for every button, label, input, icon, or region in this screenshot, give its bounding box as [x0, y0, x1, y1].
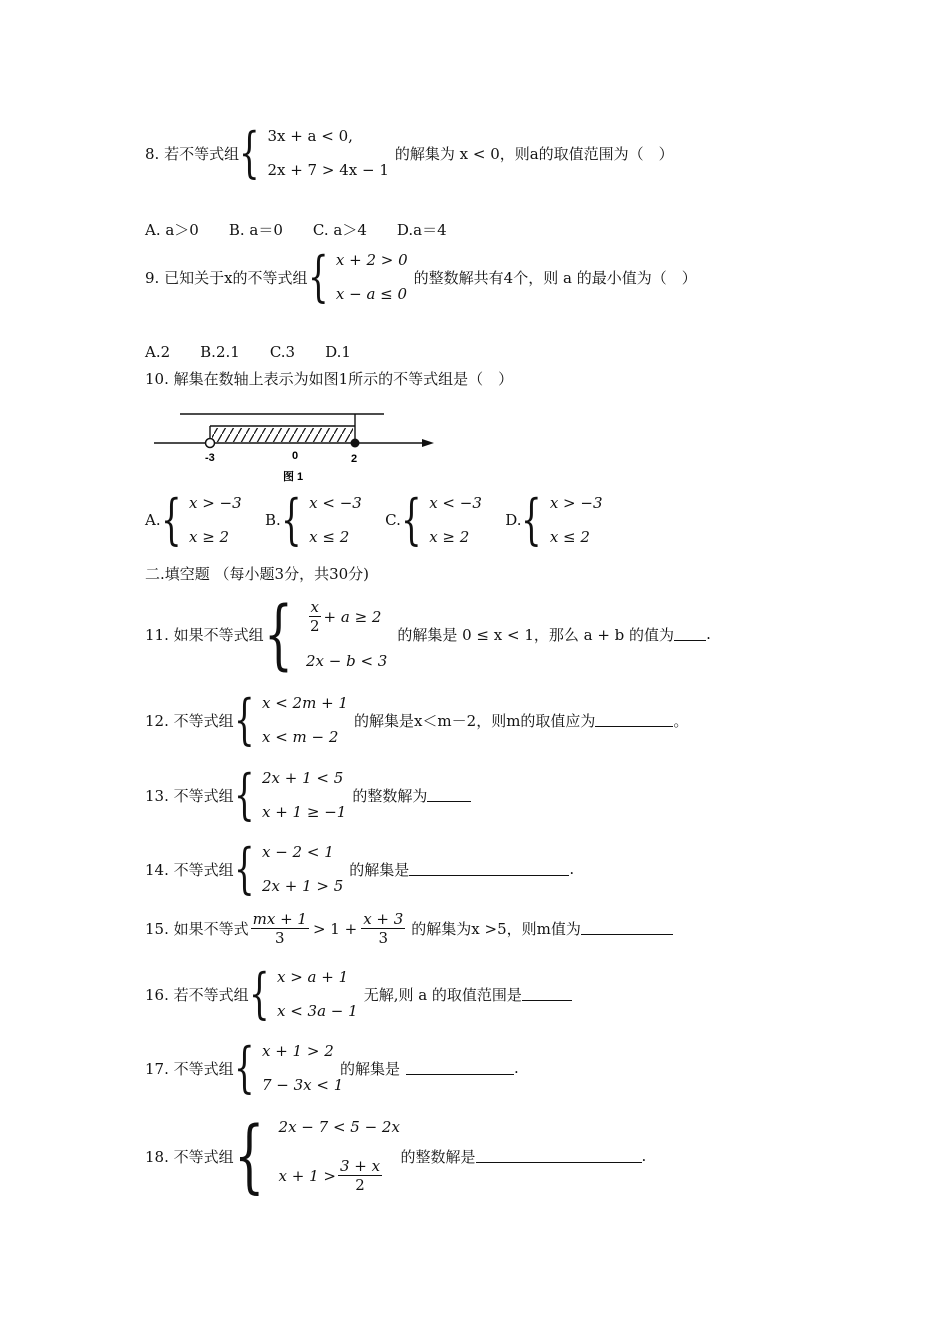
answer-blank[interactable] [476, 1150, 642, 1163]
q17-tail: 的解集是 [339, 1059, 400, 1078]
option-c-letter: C. [385, 511, 401, 529]
q18-tail: 的整数解是 [400, 1147, 476, 1166]
inequality-system: x − 2 < 1 2x + 1 > 5 [261, 843, 344, 895]
answer-blank[interactable] [522, 988, 572, 1001]
question-12: 12. 不等式组 { x < 2m + 1 x < m − 2 的解集是x＜m－2，则m的取值应为 。 [145, 688, 689, 751]
inequality-system: $\frac{x}{2}$ + a ≥ 2 2x − b < 3 [305, 598, 388, 670]
hatched-region [212, 428, 353, 442]
option-d-system: x > −3 x ≤ 2 [549, 494, 603, 546]
question-10: 10. 解集在数轴上表示为如图1所示的不等式组是（ ） [145, 370, 514, 388]
closed-point [351, 439, 360, 448]
answer-blank[interactable] [409, 863, 569, 876]
option-b-letter: B. [264, 511, 281, 529]
q15-tail: 的解集为x >5，则m值为 [411, 920, 581, 938]
q17-label: 17. 不等式组 [145, 1059, 234, 1078]
brace: { [280, 488, 302, 551]
q14-tail: 的解集是 [349, 860, 410, 879]
question-9 [145, 245, 697, 308]
option-d-letter: D. [505, 511, 522, 529]
answer-blank[interactable] [406, 1062, 514, 1075]
brace: { [521, 488, 543, 551]
answer-blank[interactable] [581, 922, 673, 935]
option-b-system: x < −3 x ≤ 2 [309, 494, 362, 546]
open-point [206, 439, 215, 448]
question-15: 15. 如果不等式 $\frac{mx + 1}{3}$ > 1 + $\frac{x + 3}{3}$ 的解集为x >5，则m值为 [145, 910, 673, 947]
brace: { [239, 121, 260, 184]
question-14: 14. 不等式组 { x − 2 < 1 2x + 1 > 5 的解集是 . [145, 837, 575, 900]
q12-tail: 的解集是x＜m－2，则m的取值应为 [353, 711, 596, 730]
answer-blank[interactable] [595, 714, 673, 727]
brace: { [160, 488, 182, 551]
axis-arrow-icon [422, 439, 434, 447]
q13-tail: 的整数解为 [352, 786, 428, 805]
question-11: 11. 如果不等式组 { $\frac{x}{2}$ + a ≥ 2 2x − b < 3 的解集是 0 ≤ x < 1，那么 a + b 的值为 . [145, 589, 711, 678]
brace: { [233, 688, 255, 751]
inequality-system: x + 2 > 0 x − a ≤ 0 [335, 251, 408, 303]
option-a-system: x > −3 x ≥ 2 [188, 494, 242, 546]
answer-blank[interactable] [427, 789, 471, 802]
q9-label: 9. 已知关于x的不等式组 [145, 268, 308, 287]
q8-options: A. a＞0 B. a＝0 C. a＞4 D.a＝4 [145, 221, 447, 239]
brace: { [233, 763, 255, 826]
brace: { [233, 1109, 265, 1202]
brace: { [263, 589, 293, 678]
question-18: 18. 不等式组 { 2x − 7 < 5 − 2x x + 1 > $\frac{3 + x}{2}$ 的整数解是 . [145, 1109, 647, 1202]
brace: { [248, 962, 270, 1025]
q15-label: 15. 如果不等式 [145, 920, 249, 938]
inequality-system: x + 1 > 2 7 − 3x < 1 [261, 1042, 344, 1094]
inequality-system: 2x + 1 < 5 x + 1 ≥ −1 [261, 769, 347, 821]
number-line-figure [150, 406, 440, 486]
answer-blank[interactable] [674, 628, 706, 641]
brace: { [307, 245, 329, 308]
axis-label-left: -3 [205, 452, 215, 464]
question-13 [145, 763, 471, 826]
q14-label: 14. 不等式组 [145, 860, 234, 879]
option-a-letter: A. [145, 511, 161, 529]
q16-label: 16. 若不等式组 [145, 985, 249, 1004]
brace: { [400, 488, 422, 551]
inequality-system: x < 2m + 1 x < m − 2 [261, 694, 348, 746]
figure-caption: 图 1 [283, 471, 304, 483]
brace: { [233, 1036, 255, 1099]
q12-label: 12. 不等式组 [145, 711, 234, 730]
section-heading: 二.填空题 （每小题3分，共30分) [145, 565, 370, 583]
brace: { [233, 837, 255, 900]
question-17: 17. 不等式组 { x + 1 > 2 7 − 3x < 1 的解集是 . [145, 1036, 519, 1099]
fraction-left: $\frac{mx + 1}{3}$ [252, 910, 307, 947]
inequality-system: 3x + a < 0, 2x + 7 > 4x − 1 [267, 127, 389, 179]
q9-tail: 的整数解共有4个，则 a 的最小值为（ ） [413, 268, 697, 287]
q10-options [145, 488, 612, 551]
question-8 [145, 121, 674, 184]
q16-tail: 无解,则 a 的取值范围是 [363, 985, 522, 1004]
q11-tail: 的解集是 0 ≤ x < 1，那么 a + b 的值为 [397, 625, 675, 644]
q11-label: 11. 如果不等式组 [145, 625, 264, 644]
inequality-system: 2x − 7 < 5 − 2x x + 1 > $\frac{3 + x}{2}$ [278, 1118, 400, 1194]
axis-label-right: 2 [351, 453, 358, 465]
question-16 [145, 962, 572, 1025]
q9-options: A.2 B.2.1 C.3 D.1 [145, 343, 351, 361]
axis-label-zero: 0 [292, 450, 299, 462]
inequality-system: x > a + 1 x < 3a − 1 [276, 968, 358, 1020]
fraction-right: $\frac{x + 3}{3}$ [363, 910, 404, 947]
q8-label: 8. 若不等式组 [145, 144, 240, 163]
q18-label: 18. 不等式组 [145, 1147, 234, 1166]
q13-label: 13. 不等式组 [145, 786, 234, 805]
option-c-system: x < −3 x ≥ 2 [429, 494, 482, 546]
q8-tail: 的解集为 x < 0，则a的取值范围为（ ） [394, 144, 674, 163]
